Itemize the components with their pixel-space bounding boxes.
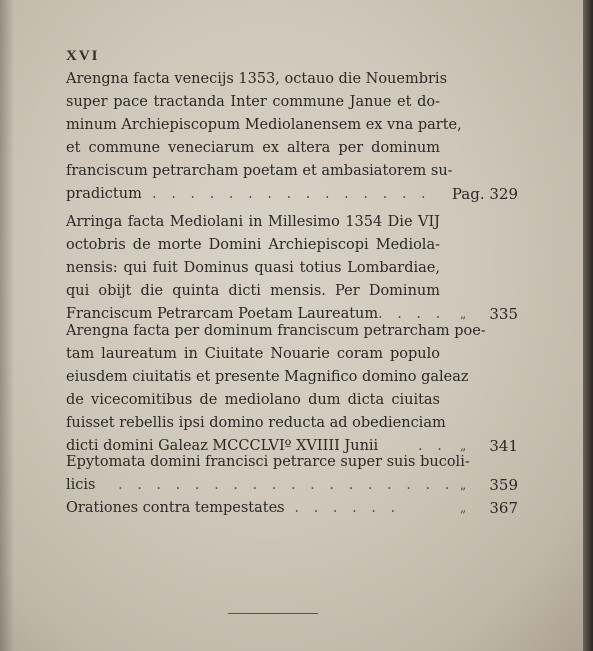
entry-line: pradictum bbox=[66, 186, 142, 202]
entry-last-line bbox=[66, 497, 518, 520]
leader-dots: . . . . bbox=[378, 306, 446, 322]
entry-line: Orationes contra tempestates bbox=[66, 500, 285, 516]
page-number: XVI bbox=[66, 48, 100, 64]
entry-line: Arengna facta venecijs 1353, octauo die Nouembris bbox=[66, 71, 448, 87]
entry-line: minum Archiepiscopum Mediolanensem ex vna parte, bbox=[66, 117, 462, 133]
entry-line: et commune veneciarum ex altera per dominum bbox=[66, 140, 440, 156]
entry-line: Arengna facta per dominum franciscum petrarcham poe- bbox=[66, 323, 486, 339]
leader-dots: . . . . . . . . . . . . . . . . . . bbox=[118, 477, 455, 493]
entry-line: franciscum petrarcham poetam et ambasiatorem su- bbox=[66, 163, 453, 179]
toc-entry bbox=[66, 497, 518, 520]
entry-line: nensis: qui fuit Dominus quasi totius Lombardiae, bbox=[66, 260, 440, 276]
ditto-mark: „ bbox=[460, 478, 467, 492]
closing-rule bbox=[228, 613, 318, 614]
leader-dots: . . bbox=[418, 438, 447, 454]
toc-entry bbox=[66, 68, 518, 206]
entry-line: eiusdem ciuitatis et presente Magnifico domino galeaz bbox=[66, 369, 469, 385]
entry-line: qui obijt die quinta dicti mensis. Per Dominum bbox=[66, 283, 440, 299]
entry-line: octobris de morte Domini Archiepiscopi Mediola- bbox=[66, 237, 440, 253]
entry-line: Arringa facta Mediolani in Millesimo 1354 Die VIJ bbox=[66, 214, 440, 230]
entry-line: Epytomata domini francisci petrarce super suis bucoli- bbox=[66, 454, 470, 470]
ditto-mark: „ bbox=[460, 307, 467, 321]
leader-dots: . . . . . . . . bbox=[256, 500, 401, 516]
page-gutter-shadow bbox=[0, 0, 14, 651]
page-reference: 359 bbox=[489, 476, 518, 494]
page-reference: 341 bbox=[489, 437, 518, 455]
entry-line: fuisset rebellis ipsi domino reducta ad obedienciam bbox=[66, 415, 446, 431]
entry-line: licis bbox=[66, 477, 96, 493]
page-reference: 335 bbox=[489, 305, 518, 323]
ditto-mark: „ bbox=[460, 501, 467, 515]
toc-entry bbox=[66, 320, 518, 458]
entry-last-line bbox=[66, 474, 518, 497]
entry-last-line bbox=[66, 183, 518, 206]
page-reference: Pag. 329 bbox=[451, 185, 518, 203]
entry-line: Franciscum Petrarcam Poetam Laureatum bbox=[66, 306, 379, 322]
entry-line: tam laureatum in Ciuitate Nouarie coram populo bbox=[66, 346, 440, 362]
page-edge-shadow bbox=[583, 0, 593, 651]
toc-entry bbox=[66, 211, 518, 326]
ditto-mark: „ bbox=[460, 439, 467, 453]
leader-dots: . . . . . . . . . . . . . . . bbox=[152, 186, 431, 202]
entry-line: de vicecomitibus de mediolano dum dicta ciuitas bbox=[66, 392, 440, 408]
toc-entry bbox=[66, 451, 518, 497]
entry-line: super pace tractanda Inter commune Janue et do- bbox=[66, 94, 440, 110]
entry-line: dicti domini Galeaz MCCCLVIº XVIIII Junii bbox=[66, 438, 379, 454]
page-reference: 367 bbox=[489, 499, 518, 517]
